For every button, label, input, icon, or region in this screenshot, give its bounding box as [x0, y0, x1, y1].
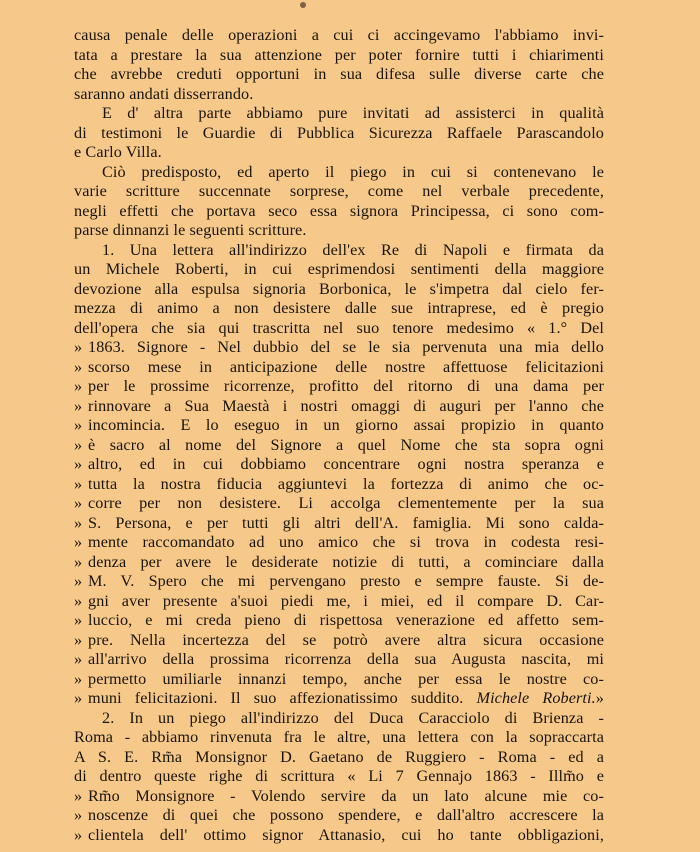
quote-mark: » — [74, 338, 83, 356]
quoted-text: 1863. Signore - Nel dubbio del se le sia pervenuta una mia dello — [88, 338, 604, 356]
quoted-text: clientela dell' ottimo signor Attanasio, cui ho tante obbligazioni, — [88, 825, 604, 844]
quote-mark: » — [74, 806, 83, 824]
text-line: di dentro queste righe di scrittura « Li 7 Gennajo 1863 - Illm̃o e — [74, 767, 604, 785]
quoted-text: gni aver presente a'suoi piedi me, i miei, ed il compare D. Car- — [88, 591, 604, 610]
quote-mark: » — [74, 357, 83, 376]
quoted-text: muni felicitazioni. Il suo affezionatissimo suddito. — [88, 689, 464, 707]
quoted-text: pre. Nella incertezza del se potrò avere altra sicura occasione — [88, 630, 604, 649]
quoted-line — [74, 592, 604, 612]
quoted-line — [74, 826, 604, 846]
quote-mark: » — [74, 611, 83, 629]
quoted-line — [74, 416, 604, 436]
quoted-line — [74, 338, 604, 358]
text-line: negli effetti che portava seco essa signora Principessa, ci sono com- — [74, 201, 604, 220]
text-line: tata a prestare la sua attenzione per poter fornire tutti i chiarimenti — [74, 45, 604, 64]
quoted-text: denza per avere le desiderate notizie di tutti, a cominciare dalla — [88, 552, 604, 571]
quoted-line — [74, 553, 604, 573]
quoted-text: per le prossime ricorrenze, profitto del ritorno di una dama per — [88, 377, 604, 395]
quote-mark: » — [74, 591, 83, 610]
quoted-text: scorso mese in anticipazione delle nostre affettuose felicitazioni — [88, 357, 604, 376]
quoted-text: noscenze di quei che possono spendere, e dall'altro accrescere la — [88, 806, 604, 824]
quoted-text: all'arrivo della prossima ricorrenza della sua Augusta nascita, mi — [88, 650, 604, 668]
text-line: Roma - abbiamo rinvenuta fra le altre, una lettera con la sopraccarta — [74, 728, 604, 746]
quoted-text: è sacro al nome del Signore a quel Nome che sta sopra ogni — [88, 435, 604, 454]
text-line: parse dinnanzi le seguenti scritture. — [74, 221, 307, 239]
quoted-line — [74, 475, 604, 495]
quoted-line — [74, 455, 604, 475]
text-line: A S. E. Rm̃a Monsignor D. Gaetano de Ruggiero - Roma - ed a — [74, 747, 604, 766]
quoted-text: luccio, e mi creda pieno di rispettosa venerazione ed affetto sem- — [88, 611, 604, 629]
quoted-text: corre per non desistere. Li accolga clementemente per la sua — [88, 494, 604, 512]
quoted-text: altro, ed in cui dobbiamo concentrare ogni nostra speranza e — [88, 455, 604, 473]
quoted-line — [74, 377, 604, 397]
quote-mark: » — [74, 786, 83, 805]
quoted-text: mente raccomandato ad uno amico che si trova in codesta resi- — [88, 533, 604, 551]
quoted-line — [74, 611, 604, 631]
quoted-line — [74, 650, 604, 670]
quote-mark: » — [74, 650, 83, 668]
quoted-line — [74, 514, 604, 534]
quoted-line — [74, 806, 604, 826]
quoted-line — [74, 670, 604, 690]
text-line: causa penale delle operazioni a cui ci accingevamo l'abbiamo invi- — [74, 26, 604, 44]
quoted-line — [74, 397, 604, 417]
quote-mark: » — [74, 474, 83, 493]
text-line: 2. In un piego all'indirizzo del Duca Caracciolo di Brienza - — [102, 708, 604, 727]
quoted-text: incomincia. E lo eseguo in un giorno assai propizio in quanto — [88, 416, 604, 434]
quote-mark: » — [74, 416, 83, 434]
quoted-text: M. V. Spero che mi pervengano presto e sempre fauste. Si de- — [88, 572, 604, 590]
text-line: Ciò predisposto, ed aperto il piego in cui si contenevano le — [102, 162, 604, 181]
text-line: di testimoni le Guardie di Pubblica Sicurezza Raffaele Parascandolo — [74, 123, 604, 142]
quote-mark: » — [74, 552, 83, 571]
quoted-text: Rm̃o Monsignore - Volendo servire da un lato alcune mie co- — [88, 786, 604, 805]
text-line: un Michele Roberti, in cui esprimendosi sentimenti della maggiore — [74, 260, 604, 278]
quoted-line — [74, 533, 604, 553]
quote-mark: » — [74, 455, 83, 473]
text-line: saranno andati disserrando. — [74, 84, 254, 103]
signature: Michele Roberti. — [476, 689, 596, 707]
quote-mark: » — [74, 825, 83, 844]
quoted-line — [74, 572, 604, 592]
quote-mark: » — [74, 435, 83, 454]
quoted-line — [74, 631, 604, 651]
text-line: E d' altra parte abbiamo pure invitati ad assisterci in qualità — [102, 104, 604, 122]
quote-mark: » — [74, 533, 83, 551]
quoted-text: tutta la nostra fiducia aggiuntevi la fortezza di animo che oc- — [88, 474, 604, 493]
quote-mark: » — [74, 572, 83, 590]
quoted-line-signature — [74, 689, 604, 709]
quoted-line — [74, 358, 604, 378]
quoted-line — [74, 787, 604, 807]
quoted-line — [74, 494, 604, 514]
quote-mark: » — [74, 377, 83, 395]
quote-mark: » — [74, 689, 83, 707]
quote-mark: » — [74, 630, 83, 649]
quote-mark: » — [74, 494, 83, 512]
text-line: e Carlo Villa. — [74, 143, 162, 161]
quote-mark: » — [74, 669, 83, 688]
text-line: mezza di animo a non desistere dalle sue intraprese, ed è pregio — [74, 299, 604, 317]
text-line: 1. Una lettera all'indirizzo dell'ex Re di Napoli e firmata da — [102, 240, 604, 259]
closing-quote-mark: » — [595, 689, 604, 707]
quote-mark: » — [74, 396, 83, 415]
text-line: varie scritture succennate sorprese, come nel verbale precedente, — [74, 182, 604, 200]
text-line: devozione alla espulsa signoria Borbonica, le s'impetra dal cielo fer- — [74, 279, 604, 298]
text-line: dell'opera che sia qui trascritta nel suo tenore medesimo « 1.° Del — [74, 318, 604, 337]
quoted-line — [74, 436, 604, 456]
page-speck — [300, 2, 306, 8]
quoted-text: permetto umiliarle innanzi tempo, anche per essa le nostre co- — [88, 669, 604, 688]
quoted-text: rinnovare a Sua Maestà i nostri omaggi di auguri per l'anno che — [88, 396, 604, 415]
text-line: che avrebbe creduti opportuni in sua difesa sulle diverse carte che — [74, 65, 604, 83]
quote-mark: » — [74, 513, 83, 532]
quoted-text: S. Persona, e per tutti gli altri dell'A. famiglia. Mi sono calda- — [88, 513, 604, 532]
